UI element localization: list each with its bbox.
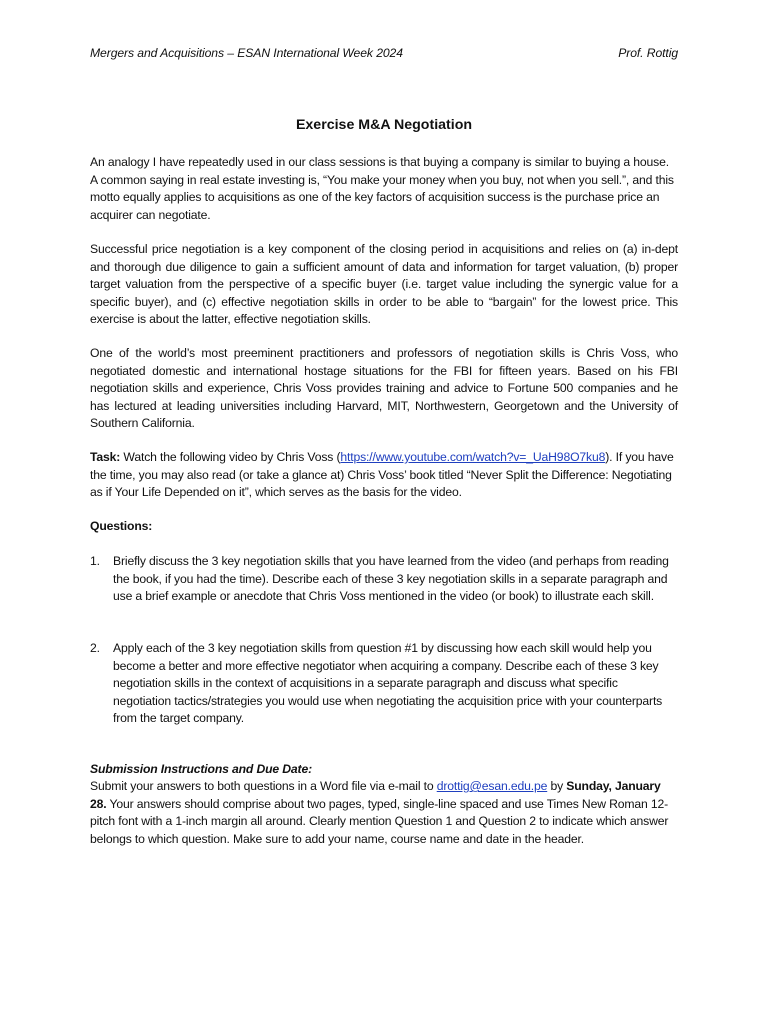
header-course-title: Mergers and Acquisitions – ESAN International Week 2024 bbox=[90, 46, 403, 60]
submission-heading: Submission Instructions and Due Date: bbox=[90, 762, 312, 776]
submission-paragraph bbox=[90, 778, 678, 848]
intro-paragraph: An analogy I have repeatedly used in our class sessions is that buying a company is similar to buying a house. A common saying in real estate investing is, “You make your money when you buy, not when you sell.”, and this motto equally applies to acquisitions as one of the key factors of acquisition success is the purchase price an acquirer can negotiate. bbox=[90, 155, 674, 222]
question-number: 2. bbox=[90, 641, 100, 655]
question-number: 1. bbox=[90, 554, 100, 568]
negotiation-paragraph: Successful price negotiation is a key component of the closing period in acquisitions and relies on (a) in-dept and thorough due diligence to gain a sufficient amount of data and information for target valuation, (b) proper target valuation from the perspective of a specific buyer (i.e. target value including the synergic value for a specific buyer), and (c) effective negotiation skills in order to be able to “bargain” for the lowest price. This exercise is about the latter, effective negotiation skills. bbox=[90, 242, 678, 327]
task-paragraph bbox=[90, 449, 678, 502]
question-text: Apply each of the 3 key negotiation skills from question #1 by discussing how each skill would help you become a better and more effective negotiator when acquiring a company. Describe each of these 3 key negotiation skills in the context of acquisitions in a separate paragraph and discuss what specific negotiation tactics/strategies you would use when negotiating the acquisition price with your counterparts from the target company. bbox=[113, 641, 663, 726]
chris-voss-paragraph: One of the world’s most preeminent practitioners and professors of negotiation skills is Chris Voss, who negotiated domestic and international hostage situations for the FBI for fifteen years. Based on his FBI negotiation skills and experience, Chris Voss provides training and advice to Fortune 500 companies and he has lectured at leading universities including Harvard, MIT, Northwestern, Georgetown and the University of Southern California. bbox=[90, 346, 678, 431]
task-label: Task: bbox=[90, 450, 121, 464]
document-title: Exercise M&A Negotiation bbox=[295, 117, 473, 133]
video-link[interactable]: https://www.youtube.com/watch?v=_UaH98O7ku8 bbox=[340, 450, 606, 464]
page-header bbox=[90, 46, 678, 60]
submission-text-by: by bbox=[547, 779, 567, 793]
task-text-after: ). If you have the time, you may also read (or take a glance at) Chris Voss’ book titled “Never Split the Difference: Negotiating as if Your Life Depended on it”, which serves as the basis for the video. bbox=[90, 450, 674, 500]
questions-heading: Questions: bbox=[90, 519, 153, 533]
submission-text-before: Submit your answers to both questions in a Word file via e-mail to bbox=[90, 779, 437, 793]
task-text-before: Watch the following video by Chris Voss ( bbox=[120, 450, 341, 464]
header-professor: Prof. Rottig bbox=[618, 46, 678, 60]
due-date: Sunday, January 28. bbox=[90, 779, 661, 811]
submission-text-after: Your answers should comprise about two pages, typed, single-line spaced and use Times New Roman 12-pitch font with a 1-inch margin all around. Clearly mention Question 1 and Question 2 to indicate which answer belongs to which question. Make sure to add your name, course name and date in the header. bbox=[90, 796, 669, 846]
question-text: Briefly discuss the 3 key negotiation skills that you have learned from the video (and perhaps from reading the book, if you had the time). Describe each of these 3 key negotiation skills in a separate paragraph and use a brief example or anecdote that Chris Voss mentioned in the video (or book) to illustrate each skill. bbox=[113, 554, 669, 604]
email-link[interactable]: drottig@esan.edu.pe bbox=[436, 779, 548, 793]
